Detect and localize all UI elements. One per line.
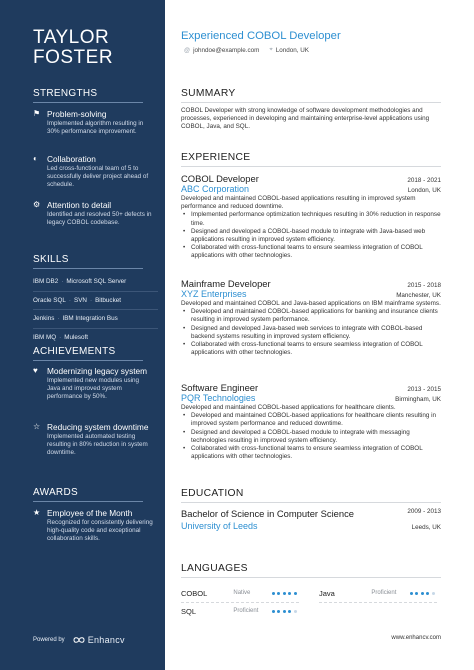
job-company: PQR Technologies [181,393,256,403]
job-bullet: • Collaborated with cross-functional teams to ensure seamless integration of COBOL applications with other technologies. [181,244,441,260]
job-location: London, UK [407,187,441,194]
school-location: Leeds, UK [411,524,441,531]
rating-dot [294,592,297,595]
job-bullet: • Developed and maintained COBOL-based applications for healthcare clients resulting in improved system performance and reduced downtime. [181,412,441,428]
skills-row: Oracle SQL · SVN · Bitbucket [33,292,158,311]
rating-dot [426,592,429,595]
enhancv-logo[interactable] [73,635,125,645]
job-bullet: • Collaborated with cross-functional teams to ensure seamless integration of COBOL applications with other technologies. [181,341,441,357]
contact-info [184,47,309,54]
skill: IBM MQ [33,333,57,341]
achievement-title: Reducing system downtime [47,422,149,432]
job-bullets [181,412,441,461]
job-company: ABC Corporation [181,184,250,194]
skill: IBM DB2 [33,278,59,286]
rating-dot [294,610,297,613]
at-icon: @ [184,47,191,54]
job-dates: 2015 - 2018 [407,282,441,289]
achievement-item [33,422,153,458]
star-icon: ★ [33,508,41,517]
achievement-title: Modernizing legacy system [47,366,148,376]
strength-title: Problem-solving [47,109,107,119]
achievement-item [33,366,153,402]
job-bullet: • Designed and developed a COBOL-based module to integrate with Java-based web applications resulting in improved system efficiency. [181,228,441,244]
job-description: Developed and maintained COBOL and Java-based applications on IBM mainframe systems. [181,300,441,307]
language-name: COBOL [181,588,208,598]
enhancv-logo-icon [73,636,85,644]
language-level: Proficient [233,608,259,614]
rating-dot [432,592,435,595]
job-description: Developed and maintained COBOL-based applications resulting in improved system performance and reduced downtime. [181,195,416,211]
strength-title: Collaboration [47,154,96,164]
skills-row: IBM DB2 · Microsoft SQL Server [33,273,158,292]
star-icon: ☆ [33,422,41,431]
candidate-name [33,28,113,68]
rating-dot [421,592,424,595]
job-dates: 2018 - 2021 [407,177,441,184]
education-entry [181,508,441,531]
name-last: FOSTER [33,47,114,68]
location-pin-icon: ⌖ [269,47,273,53]
contact-location: London, UK [275,47,309,54]
achievement-desc: Implemented automated testing resulting in 80% reduction in system downtime. [47,433,148,457]
rating-dot [283,592,286,595]
language-item [181,584,299,603]
job-bullets [181,211,441,260]
language-item [181,602,299,620]
job-bullet: • Designed and developed Java-based web services to integrate with COBOL-based backend systems resulting in improved system efficiency. [181,325,441,341]
skills-row: Jenkins · IBM Integration Bus [33,310,158,329]
rating-dot [277,592,280,595]
skill: Oracle SQL [33,296,66,304]
rating-dot [288,610,291,613]
school-name: University of Leeds [181,521,258,531]
job-location: Birmingham, UK [395,396,441,403]
rating-dot [410,592,413,595]
summary-text: COBOL Developer with strong knowledge of software development methodologies and processes, experienced in developing and maintaining enterprise-level applications using COBOL, Java, and SQL. [181,107,430,131]
heart-icon: ♥ [33,366,38,375]
gear-icon: ⚙ [33,200,41,209]
language-item [319,584,437,603]
skills-list [33,273,158,346]
language-level: Native [233,590,251,596]
awards-heading: AWARDS [33,487,143,502]
education-heading: EDUCATION [181,488,441,503]
summary-heading: SUMMARY [181,88,441,103]
language-name: SQL [181,606,197,616]
job-bullet: • Implemented performance optimization techniques resulting in 30% reduction in response time. [181,211,441,227]
job-role: COBOL Developer [181,173,259,184]
skill: IBM Integration Bus [62,315,118,323]
job-bullet: • Developed and maintained COBOL-based applications for banking and insurance clients resulting in improved system performance. [181,308,441,324]
strength-desc: Identified and resolved 50+ defects in legacy COBOL codebase. [47,211,152,227]
powered-by-label: Powered by [33,637,65,643]
strength-desc: Led cross-functional team of 5 to successfully deliver project ahead of schedule. [47,165,149,189]
job-entry [181,382,441,461]
achievements-heading: ACHIEVEMENTS [33,346,143,361]
job-bullet: • Collaborated with cross-functional teams to ensure seamless integration of COBOL applications with other technologies. [181,445,441,461]
strength-item [33,200,153,227]
skill: Jenkins [33,315,55,323]
skill: SVN [74,296,87,304]
rating-dot [277,610,280,613]
education-dates: 2009 - 2013 [407,508,441,515]
language-level: Proficient [371,590,397,596]
strength-desc: Implemented algorithm resulting in 30% performance improvement. [47,120,144,136]
name-first: TAYLOR [33,27,110,48]
job-role: Mainframe Developer [181,278,271,289]
skills-row: IBM MQ · Mulesoft [33,333,89,341]
job-entry [181,173,441,261]
rating-dot [288,592,291,595]
achievement-desc: Implemented new modules using Java and improved system performance by 50%. [47,377,140,401]
job-entry [181,278,441,357]
brand-name: Enhancv [87,635,125,645]
award-desc: Recognized for consistently delivering high-quality code and exceptional collaboration skills. [47,519,153,543]
award-title: Employee of the Month [47,508,133,518]
strength-item [33,109,153,136]
rating-dot [415,592,418,595]
job-location: Manchester, UK [396,292,441,299]
job-company: XYZ Enterprises [181,289,247,299]
skill: Microsoft SQL Server [66,278,127,286]
strength-item [33,154,153,190]
language-rating [272,592,300,595]
language-rating [410,592,438,595]
rating-dot [272,592,275,595]
language-name: Java [319,588,335,598]
job-dates: 2013 - 2015 [407,386,441,393]
skill: Mulesoft [64,333,89,341]
lightbulb-icon: ◐ [33,154,38,163]
strengths-heading: STRENGTHS [33,88,143,103]
skill: Bitbucket [95,296,121,304]
rating-dot [272,610,275,613]
footer-url[interactable]: www.enhancv.com [391,635,441,641]
experience-heading: EXPERIENCE [181,152,441,167]
skills-heading: SKILLS [33,254,143,269]
powered-by [33,635,125,645]
job-role: Software Engineer [181,382,259,393]
flag-icon: ⚑ [33,109,41,118]
job-bullets [181,308,441,357]
languages-heading: LANGUAGES [181,563,441,578]
strength-title: Attention to detail [47,200,112,210]
award-item [33,508,153,544]
rating-dot [283,610,286,613]
headline: Experienced COBOL Developer [181,30,341,42]
contact-email[interactable]: johndoe@example.com [193,47,260,54]
job-bullet: • Designed and developed a COBOL-based module to integrate with messaging technologies resulting in improved system efficiency. [181,429,441,445]
job-description: Developed and maintained COBOL-based applications for healthcare clients. [181,404,396,411]
degree: Bachelor of Science in Computer Science [181,508,355,519]
sidebar [0,0,165,670]
language-rating [272,610,300,613]
